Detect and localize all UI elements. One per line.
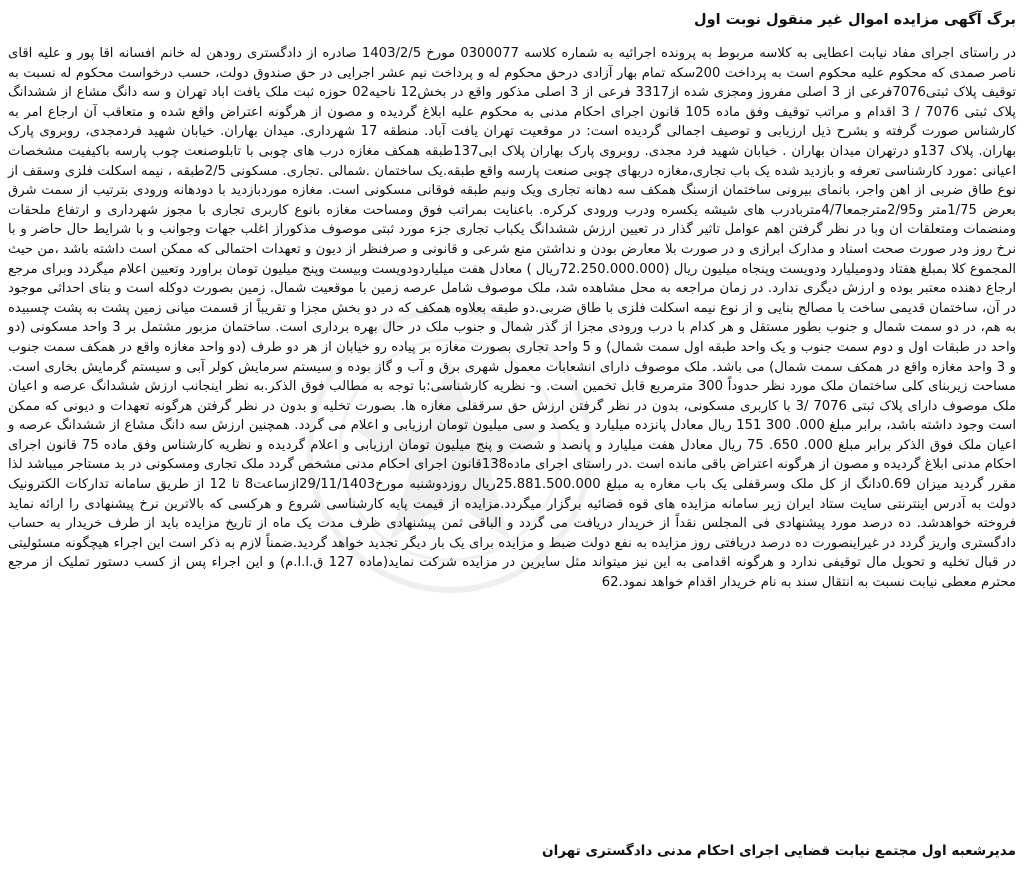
notice-title: برگ آگهی مزایده اموال غیر منقول نوبت اول: [694, 12, 1016, 28]
notice-body: در راستای اجرای مفاد نیابت اعطایی به کلاسه مربوط به پرونده اجرائیه به شماره کلاسه 0300077 مورخ 1403/2/5 صادره از دادگستری رودهن له خانم افسانه اقا پور و علیه اقای ناصر صمدی که محکوم علیه محکوم است به پرداخت 200سکه تمام بهار آزادی درحق محکوم له و پرداخت نیم عشر اجرایی در حق صندوق دولت، حسب درخواست محکوم له نسبت به توقیف پلاک ثبتی7076فرعی از 3 اصلی مفروز ومجزی شده از3317 فرعی از 3 اصلی مذکور واقع در بخش12 ناحیه02 حوزه ثبت ملک یافت اباد تهران و سه دانگ مشاع از ششدانگ پلاک ثبتی 7076 / 3 اقدام و مراتب توقیف وفق ماده 105 قانون اجرای احکام مدنی به محکوم علیه ابلاغ گردیده و مصون از هرگونه اعتراض واقع شده و متعاقب آن ارجاع امر به کارشناس صورت گرفته و بشرح ذیل ارزیابی و توصیف اجمالی گردیده است: در موقعیت تهران یافت آباد. منطقه 17 شهرداری. میدان بهاران. خیابان شهید فردمجدی، روبروی پارک بهاران. پلاک 137و درتهران میدان بهاران . خیابان شهید فرد مجدی. روبروی پارک بهاران پلاک ابی137طبقه همکف مغازه درب های چوبی با تابلوصنعت چوب پارسه باکیفیت مشخصات اعیانی :مورد کارشناسی تعرفه و بازدید شده یک باب تجاری،مغازه دربهای چوبی صنعت پارسه واقع طبقه.یک ساختمان .شمالی .تجاری. مسکونی 2/5طبقه ، نیمه اسکلت فلزی وسقف از نوع طاق ضربی از اهن واجر، بانمای بیرونی ساختمان ازسنگ همکف سه دهانه تجاری ویک ونیم طبقه فوقانی مسکونی است. مغازه موردبازدید با دودهانه ورودی بترتیب از سمت شرق بعرض 1/75متر و2/95مترجمعا4/7متربادرب های شیشه یکسره ودرب ورودی کرکره. باعنایت بمراتب فوق ومساحت مغازه بانوع کاربری تجاری با مجوز شهرداری و ارتفاع ملحقات ومنضمات ومتعلقات ان وبا در نظر گرفتن اهم عوامل تاثیر گذار در تعیین ارزش ششدانگ یکباب تجاری جزء مورد ثبتی موصوف مذکوراز اغلب جهات وجوانب و با شرایط حال حاضر و با نرخ روز ودر صورت صحت اسناد و مدارک ابرازی و در صورت بلا معارض بودن و نداشتن منع شرعی و قانونی و صرفنظر از دیون و تعهدات احتمالی که ممکن است داشته باشد ،من حیث المجموع کلا بمبلغ هفتاد ودومیلیارد ودویست وپنجاه میلیون ریال (72.250.000.000ریال ) معادل هفت میلیاردودویست وبیست وپنج میلیون تومان براورد وتعیین اعلام میگردد وبرای مرجع ارجاع دهنده معتبر بوده و ارزش دیگری ندارد. در زمان مراجعه به محل مشاهده شد، ملک موصوف شامل عرصه زمین با موقعیت شمال. زمین بصورت دوکله است و بنای احداثی موجود در آن، ساختمان قدیمی ساخت با مصالح بنایی و از نوع نیمه اسکلت فلزی با طاق ضربی.دو طبقه بعلاوه همکف که در دو بخش مجزا و تقریباً از قسمت میانی زمین پشت به پشت چسبیده به هم، در دو سمت شمال و جنوب بطور مستقل و هر کدام با درب ورودی مجزا از گذر شمال و جنوب ملک در حال بهره برداری است. ساختمان مزبور مشتمل بر 3 واحد مسکونی (دو واحد در طبقات اول و دوم سمت جنوب و یک واحد طبقه اول سمت شمال) و 5 واحد تجاری بصورت مغازه بر پیاده رو خیابان از هر دو طرف (دو واحد مغازه واقع در همکف سمت جنوب و 3 واحد مغازه واقع در همکف سمت شمال) می باشد. ملک موصوف دارای انشعابات معمول شهری برق و آب و گاز بوده و سیستم سرمایش کولر آبی و سیستم گرمایش بخاری است. مساحت زیربنای کلی ساختمان ملک مورد نظر حدوداً 300 مترمربع قابل تخمین است. و- نظریه کارشناسی:با توجه به مطالب فوق الذکر.به نظر اینجانب ارزش ششدانگ عرصه و اعیان ملک موصوف دارای پلاک ثبتی 7076 /3 با کاربری مسکونی، بدون در نظر گرفتن ارزش حق سرقفلی مغازه ها. بصورت تخلیه و بدون در نظر گرفتن هرگونه تعهدات و دیونی که ممکن است وجود داشته باشد، برابر مبلغ 000. 300 151 ریال معادل پانزده میلیارد و یکصد و سی میلیون تومان ارزیابی و اعلام می گردد. همچنین ارزش سه دانگ مشاع از ششدانگ عرصه و اعیان ملک فوق الذکر برابر مبلغ 000. 650. 75 ریال معادل هفت میلیارد و پانصد و شصت و پنج میلیون تومان ارزیابی و اعلام گردیده و نظریه کارشناس وفق ماده 75 قانون اجرای احکام مدنی ابلاغ گردیده و مصون از هرگونه اعتراض باقی مانده است .در راستای اجرای ماده138قانون اجرای احکام مدنی مشخص گردد ملک تجاری ومسکونی در بد مستاجر میباشد لذا مقرر گردید میزان 0.69دانگ از کل ملک وسرقفلی یک باب مغاره به مبلغ 25.881.500.000ریال روزدوشنبه مورخ29/11/1403ازساعت8 تا 12 از طریق سامانه تدارکات الکترونیک دولت به آدرس اینترنتی سایت ستاد ایران زیر سامانه مزایده های قوه قضائیه برگزار میگردد.مزایده از قیمت پایه کارشناسی شروع و هرکسی که بالاترین نرخ پیشنهادی را ارائه نماید فروخته خواهدشد. ده درصد مورد پیشنهادی فی المجلس نقداً از خریدار دریافت می گردد و الباقی ثمن پیشنهادی ظرف مدت یک ماه از تاریخ مزایده باید از طرف خریدار به حساب دادگستری واریز گردد در غیراینصورت ده درصد دریافتی روز مزایده به نفع دولت ضبط و مزایده برای یک بار دیگر تجدید خواهد گردید.ضمناً لازم به ذکر است این اجراء هیچگونه مسئولیتی در قبال تخلیه و تحویل مال توقیفی ندارد و هرگونه اقدامی به این نیز میتواند مثل سایرین در مزایده شرکت نماید(ماده 127 ق.ا.ا.م) و این اجراء پس از کسب دستور تملیک از مرجع محترم معطی نیابت نسبت به انتقال سند به نام خریدار اقدام خواهد نمود.62: [8, 46, 1017, 591]
notice-signature: مدیرشعبه اول مجتمع نیابت قضایی اجرای احکام مدنی دادگستری تهران: [541, 843, 1016, 859]
